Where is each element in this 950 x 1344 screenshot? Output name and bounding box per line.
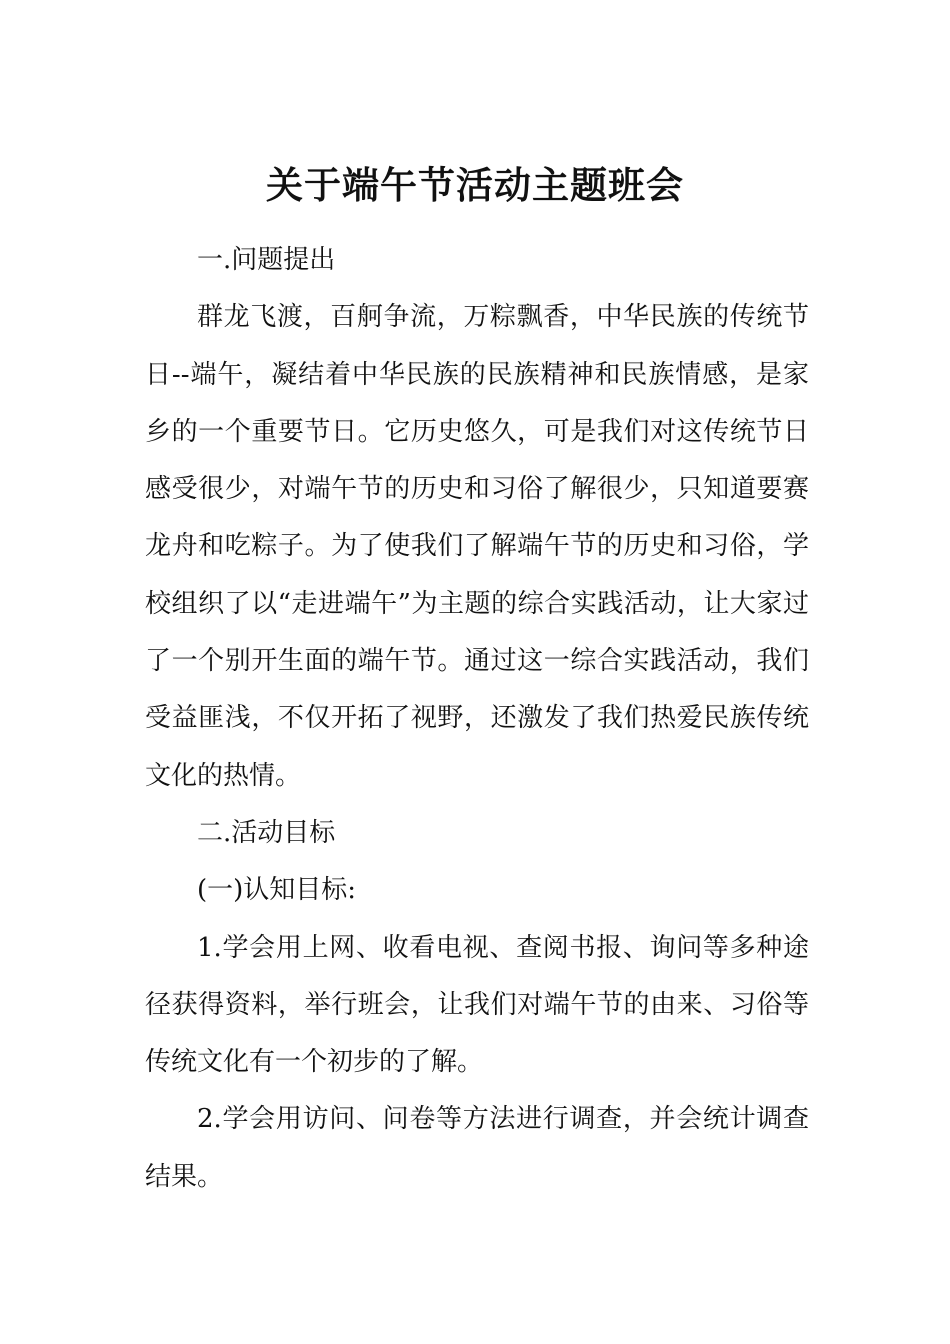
goal-item-1: 1.学会用上网、收看电视、查阅书报、询问等多种途径获得资料，举行班会，让我们对端午节的由来、习俗等传统文化有一个初步的了解。: [145, 932, 809, 1078]
document-body: [145, 232, 809, 1206]
subheading-cognitive-goals: (一)认知目标:: [197, 875, 357, 906]
section-heading-problem: 一.问题提出: [197, 245, 336, 275]
problem-paragraph: 群龙飞渡，百舸争流，万粽飘香，中华民族的传统节日--端午，凝结着中华民族的民族精神和民族情感，是家乡的一个重要节日。它历史悠久，可是我们对这传统节日感受很少，对端午节的历史和习俗了解很少，只知道要赛龙舟和吃粽子。为了使我们了解端午节的历史和习俗，学校组织了以“走进端午”为主题的综合实践活动，让大家过了一个别开生面的端午节。通过这一综合实践活动，我们受益匪浅，不仅开拓了视野，还激发了我们热爱民族传统文化的热情。: [145, 302, 809, 791]
goal-item-2: 2.学会用访问、问卷等方法进行调查，并会统计调查结果。: [145, 1104, 809, 1192]
section-heading-goals: 二.活动目标: [197, 817, 336, 848]
document-title: 关于端午节活动主题班会: [266, 163, 684, 207]
